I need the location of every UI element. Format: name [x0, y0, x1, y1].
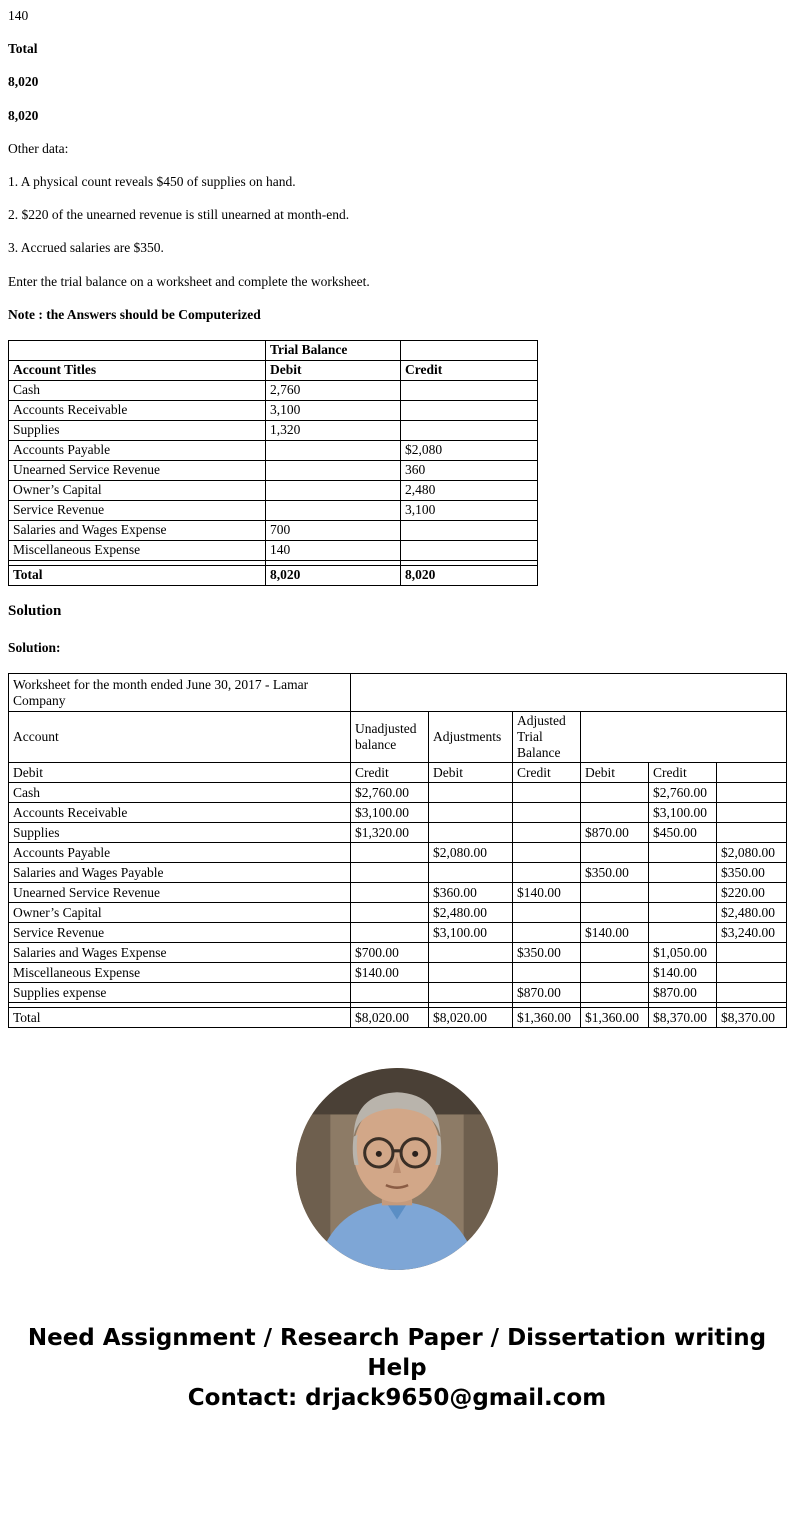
ws-cell — [649, 863, 717, 883]
ws-cell — [513, 823, 581, 843]
ws-cell — [581, 843, 649, 863]
ws-cell: $350.00 — [513, 943, 581, 963]
trial-balance-body — [9, 380, 538, 560]
tb-empty-cell — [401, 340, 538, 360]
tb-cell: 2,480 — [401, 480, 538, 500]
ws-cell — [429, 863, 513, 883]
ws-col-account: Account — [9, 712, 351, 763]
ws-cell: $360.00 — [429, 883, 513, 903]
trial-balance-column-header-row — [9, 360, 538, 380]
ws-cell — [717, 803, 787, 823]
ws-cell: $2,760.00 — [649, 783, 717, 803]
tb-col-credit: Credit — [401, 360, 538, 380]
ws-cell — [429, 803, 513, 823]
tb-cell-account: Service Revenue — [9, 500, 266, 520]
ws-cell — [717, 783, 787, 803]
table-row — [9, 963, 787, 983]
table-row — [9, 783, 787, 803]
ws-total-cell: $8,370.00 — [717, 1008, 787, 1028]
tb-cell — [401, 420, 538, 440]
table-row — [9, 803, 787, 823]
worksheet-subheader-row — [9, 763, 787, 783]
ws-cell: $350.00 — [581, 863, 649, 883]
ws-cell — [649, 903, 717, 923]
ws-sub-debit: Debit — [581, 763, 649, 783]
ws-col-adjustments: Adjustments — [429, 712, 513, 763]
ws-cell: $220.00 — [717, 883, 787, 903]
tb-total-debit: 8,020 — [266, 565, 401, 585]
footer-contact-email: Contact: drjack9650@gmail.com — [187, 1384, 607, 1411]
ws-cell: $2,760.00 — [351, 783, 429, 803]
tb-cell: 700 — [266, 520, 401, 540]
ws-cell: $2,480.00 — [717, 903, 787, 923]
ws-cell — [649, 883, 717, 903]
ws-cell — [513, 863, 581, 883]
ws-cell: $350.00 — [717, 863, 787, 883]
ws-cell: $450.00 — [649, 823, 717, 843]
ws-cell: $1,320.00 — [351, 823, 429, 843]
table-row — [9, 540, 538, 560]
ws-cell — [513, 783, 581, 803]
ws-total-cell: $8,020.00 — [351, 1008, 429, 1028]
table-row — [9, 400, 538, 420]
table-row — [9, 843, 787, 863]
ws-cell — [513, 803, 581, 823]
ws-cell — [513, 843, 581, 863]
ws-cell-account: Supplies — [9, 823, 351, 843]
ws-cell — [581, 943, 649, 963]
table-row — [9, 460, 538, 480]
ws-cell: $3,100.00 — [429, 923, 513, 943]
tb-cell — [266, 440, 401, 460]
tb-cell-account: Accounts Receivable — [9, 400, 266, 420]
tb-cell — [266, 500, 401, 520]
solution-heading: Solution — [8, 602, 62, 619]
worksheet-table — [8, 673, 787, 1028]
intro-line-140: 140 — [8, 8, 29, 23]
ws-cell — [581, 963, 649, 983]
table-row — [9, 500, 538, 520]
ws-cell — [513, 963, 581, 983]
ws-cell — [429, 943, 513, 963]
ws-cell-account: Unearned Service Revenue — [9, 883, 351, 903]
ws-cell: $140.00 — [513, 883, 581, 903]
ws-cell — [429, 823, 513, 843]
tb-cell — [266, 460, 401, 480]
tb-cell — [401, 400, 538, 420]
ws-total-cell: $8,370.00 — [649, 1008, 717, 1028]
ws-col-adjusted-trial-balance: Adjusted Trial Balance — [513, 712, 581, 763]
profile-photo — [296, 1068, 498, 1270]
ws-total-label: Total — [9, 1008, 351, 1028]
ws-cell — [717, 983, 787, 1003]
tb-cell-account: Supplies — [9, 420, 266, 440]
ws-cell — [351, 983, 429, 1003]
ws-cell — [351, 843, 429, 863]
tb-cell-account: Cash — [9, 380, 266, 400]
ws-empty-cell — [351, 674, 787, 712]
ws-cell — [351, 883, 429, 903]
ws-cell — [429, 983, 513, 1003]
tb-cell — [401, 540, 538, 560]
tb-cell: 2,760 — [266, 380, 401, 400]
footer-help-text: Need Assignment / Research Paper / Dissertation writing Help — [27, 1325, 767, 1381]
ws-cell — [351, 863, 429, 883]
tb-col-debit: Debit — [266, 360, 401, 380]
ws-cell-account: Accounts Receivable — [9, 803, 351, 823]
ws-cell: $3,100.00 — [351, 803, 429, 823]
ws-cell-account: Salaries and Wages Payable — [9, 863, 351, 883]
table-row — [9, 823, 787, 843]
tb-cell: 360 — [401, 460, 538, 480]
table-row — [9, 520, 538, 540]
ws-cell: $3,100.00 — [649, 803, 717, 823]
ws-cell-account: Owner’s Capital — [9, 903, 351, 923]
ws-cell — [581, 883, 649, 903]
intro-total-label: Total — [8, 41, 38, 57]
ws-cell: $2,080.00 — [717, 843, 787, 863]
tb-cell: 3,100 — [401, 500, 538, 520]
tb-cell: 140 — [266, 540, 401, 560]
ws-total-cell: $1,360.00 — [581, 1008, 649, 1028]
ws-cell — [649, 923, 717, 943]
trial-balance-group-header-row — [9, 340, 538, 360]
ws-cell — [429, 783, 513, 803]
tb-group-header: Trial Balance — [266, 340, 401, 360]
table-row — [9, 923, 787, 943]
ws-cell — [649, 843, 717, 863]
ws-cell: $140.00 — [581, 923, 649, 943]
ws-cell-account: Service Revenue — [9, 923, 351, 943]
intro-total-credit: 8,020 — [8, 107, 39, 123]
ws-cell — [513, 903, 581, 923]
table-row — [9, 420, 538, 440]
worksheet-title: Worksheet for the month ended June 30, 2017 - Lamar Company — [9, 674, 351, 712]
tb-cell-account: Accounts Payable — [9, 440, 266, 460]
worksheet-total-row — [9, 1008, 787, 1028]
ws-cell-account: Supplies expense — [9, 983, 351, 1003]
worksheet-body — [9, 783, 787, 1003]
table-row — [9, 903, 787, 923]
ws-cell: $870.00 — [513, 983, 581, 1003]
tb-total-credit: 8,020 — [401, 565, 538, 585]
tb-cell-account: Salaries and Wages Expense — [9, 520, 266, 540]
tb-col-account-titles: Account Titles — [9, 360, 266, 380]
ws-sub-debit: Debit — [9, 763, 351, 783]
intro-total-debit: 8,020 — [8, 74, 39, 90]
ws-cell — [717, 943, 787, 963]
ws-cell — [717, 963, 787, 983]
ws-cell: $1,050.00 — [649, 943, 717, 963]
ws-cell — [717, 823, 787, 843]
table-row — [9, 440, 538, 460]
tb-cell — [266, 480, 401, 500]
ws-sub-credit: Credit — [513, 763, 581, 783]
ws-cell — [429, 963, 513, 983]
ws-cell: $870.00 — [649, 983, 717, 1003]
worksheet-title-row — [9, 674, 787, 712]
ws-cell: $140.00 — [649, 963, 717, 983]
tb-cell-account: Miscellaneous Expense — [9, 540, 266, 560]
ws-cell: $700.00 — [351, 943, 429, 963]
ws-cell: $2,080.00 — [429, 843, 513, 863]
table-row — [9, 983, 787, 1003]
ws-cell: $870.00 — [581, 823, 649, 843]
ws-cell — [581, 983, 649, 1003]
ws-cell — [351, 903, 429, 923]
trial-balance-table — [8, 340, 538, 586]
ws-cell — [513, 923, 581, 943]
other-data-label: Other data: — [8, 140, 69, 156]
table-row — [9, 943, 787, 963]
tb-cell-account: Owner’s Capital — [9, 480, 266, 500]
profile-photo-illustration — [296, 1068, 498, 1270]
other-data-item-2: 2. $220 of the unearned revenue is still unearned at month-end. — [8, 207, 350, 223]
ws-cell — [581, 903, 649, 923]
ws-cell: $140.00 — [351, 963, 429, 983]
footer-banner — [26, 1324, 768, 1414]
ws-total-cell: $8,020.00 — [429, 1008, 513, 1028]
ws-cell — [351, 923, 429, 943]
ws-empty-cell — [717, 763, 787, 783]
instruction-text: Enter the trial balance on a worksheet and complete the worksheet. — [8, 273, 370, 289]
other-data-item-3: 3. Accrued salaries are $350. — [8, 240, 164, 256]
tb-total-label: Total — [9, 565, 266, 585]
ws-total-cell: $1,360.00 — [513, 1008, 581, 1028]
ws-cell-account: Accounts Payable — [9, 843, 351, 863]
tb-cell: 3,100 — [266, 400, 401, 420]
table-row — [9, 863, 787, 883]
ws-cell-account: Cash — [9, 783, 351, 803]
table-row — [9, 883, 787, 903]
tb-cell-account: Unearned Service Revenue — [9, 460, 266, 480]
ws-cell: $3,240.00 — [717, 923, 787, 943]
ws-cell: $2,480.00 — [429, 903, 513, 923]
ws-cell-account: Salaries and Wages Expense — [9, 943, 351, 963]
ws-cell — [581, 783, 649, 803]
tb-cell: 1,320 — [266, 420, 401, 440]
ws-col-unadjusted-balance: Unadjusted balance — [351, 712, 429, 763]
other-data-item-1: 1. A physical count reveals $450 of supplies on hand. — [8, 173, 296, 189]
ws-sub-credit: Credit — [649, 763, 717, 783]
tb-empty-cell — [9, 340, 266, 360]
trial-balance-total-row — [9, 565, 538, 585]
solution-subheading: Solution: — [8, 639, 61, 655]
tb-cell: $2,080 — [401, 440, 538, 460]
ws-empty-cell — [581, 712, 787, 763]
tb-cell — [401, 520, 538, 540]
table-row — [9, 380, 538, 400]
worksheet-group-header-row — [9, 712, 787, 763]
table-row — [9, 480, 538, 500]
note-text: Note : the Answers should be Computerized — [8, 306, 261, 322]
ws-cell-account: Miscellaneous Expense — [9, 963, 351, 983]
ws-cell — [581, 803, 649, 823]
ws-sub-credit: Credit — [351, 763, 429, 783]
tb-cell — [401, 380, 538, 400]
ws-sub-debit: Debit — [429, 763, 513, 783]
